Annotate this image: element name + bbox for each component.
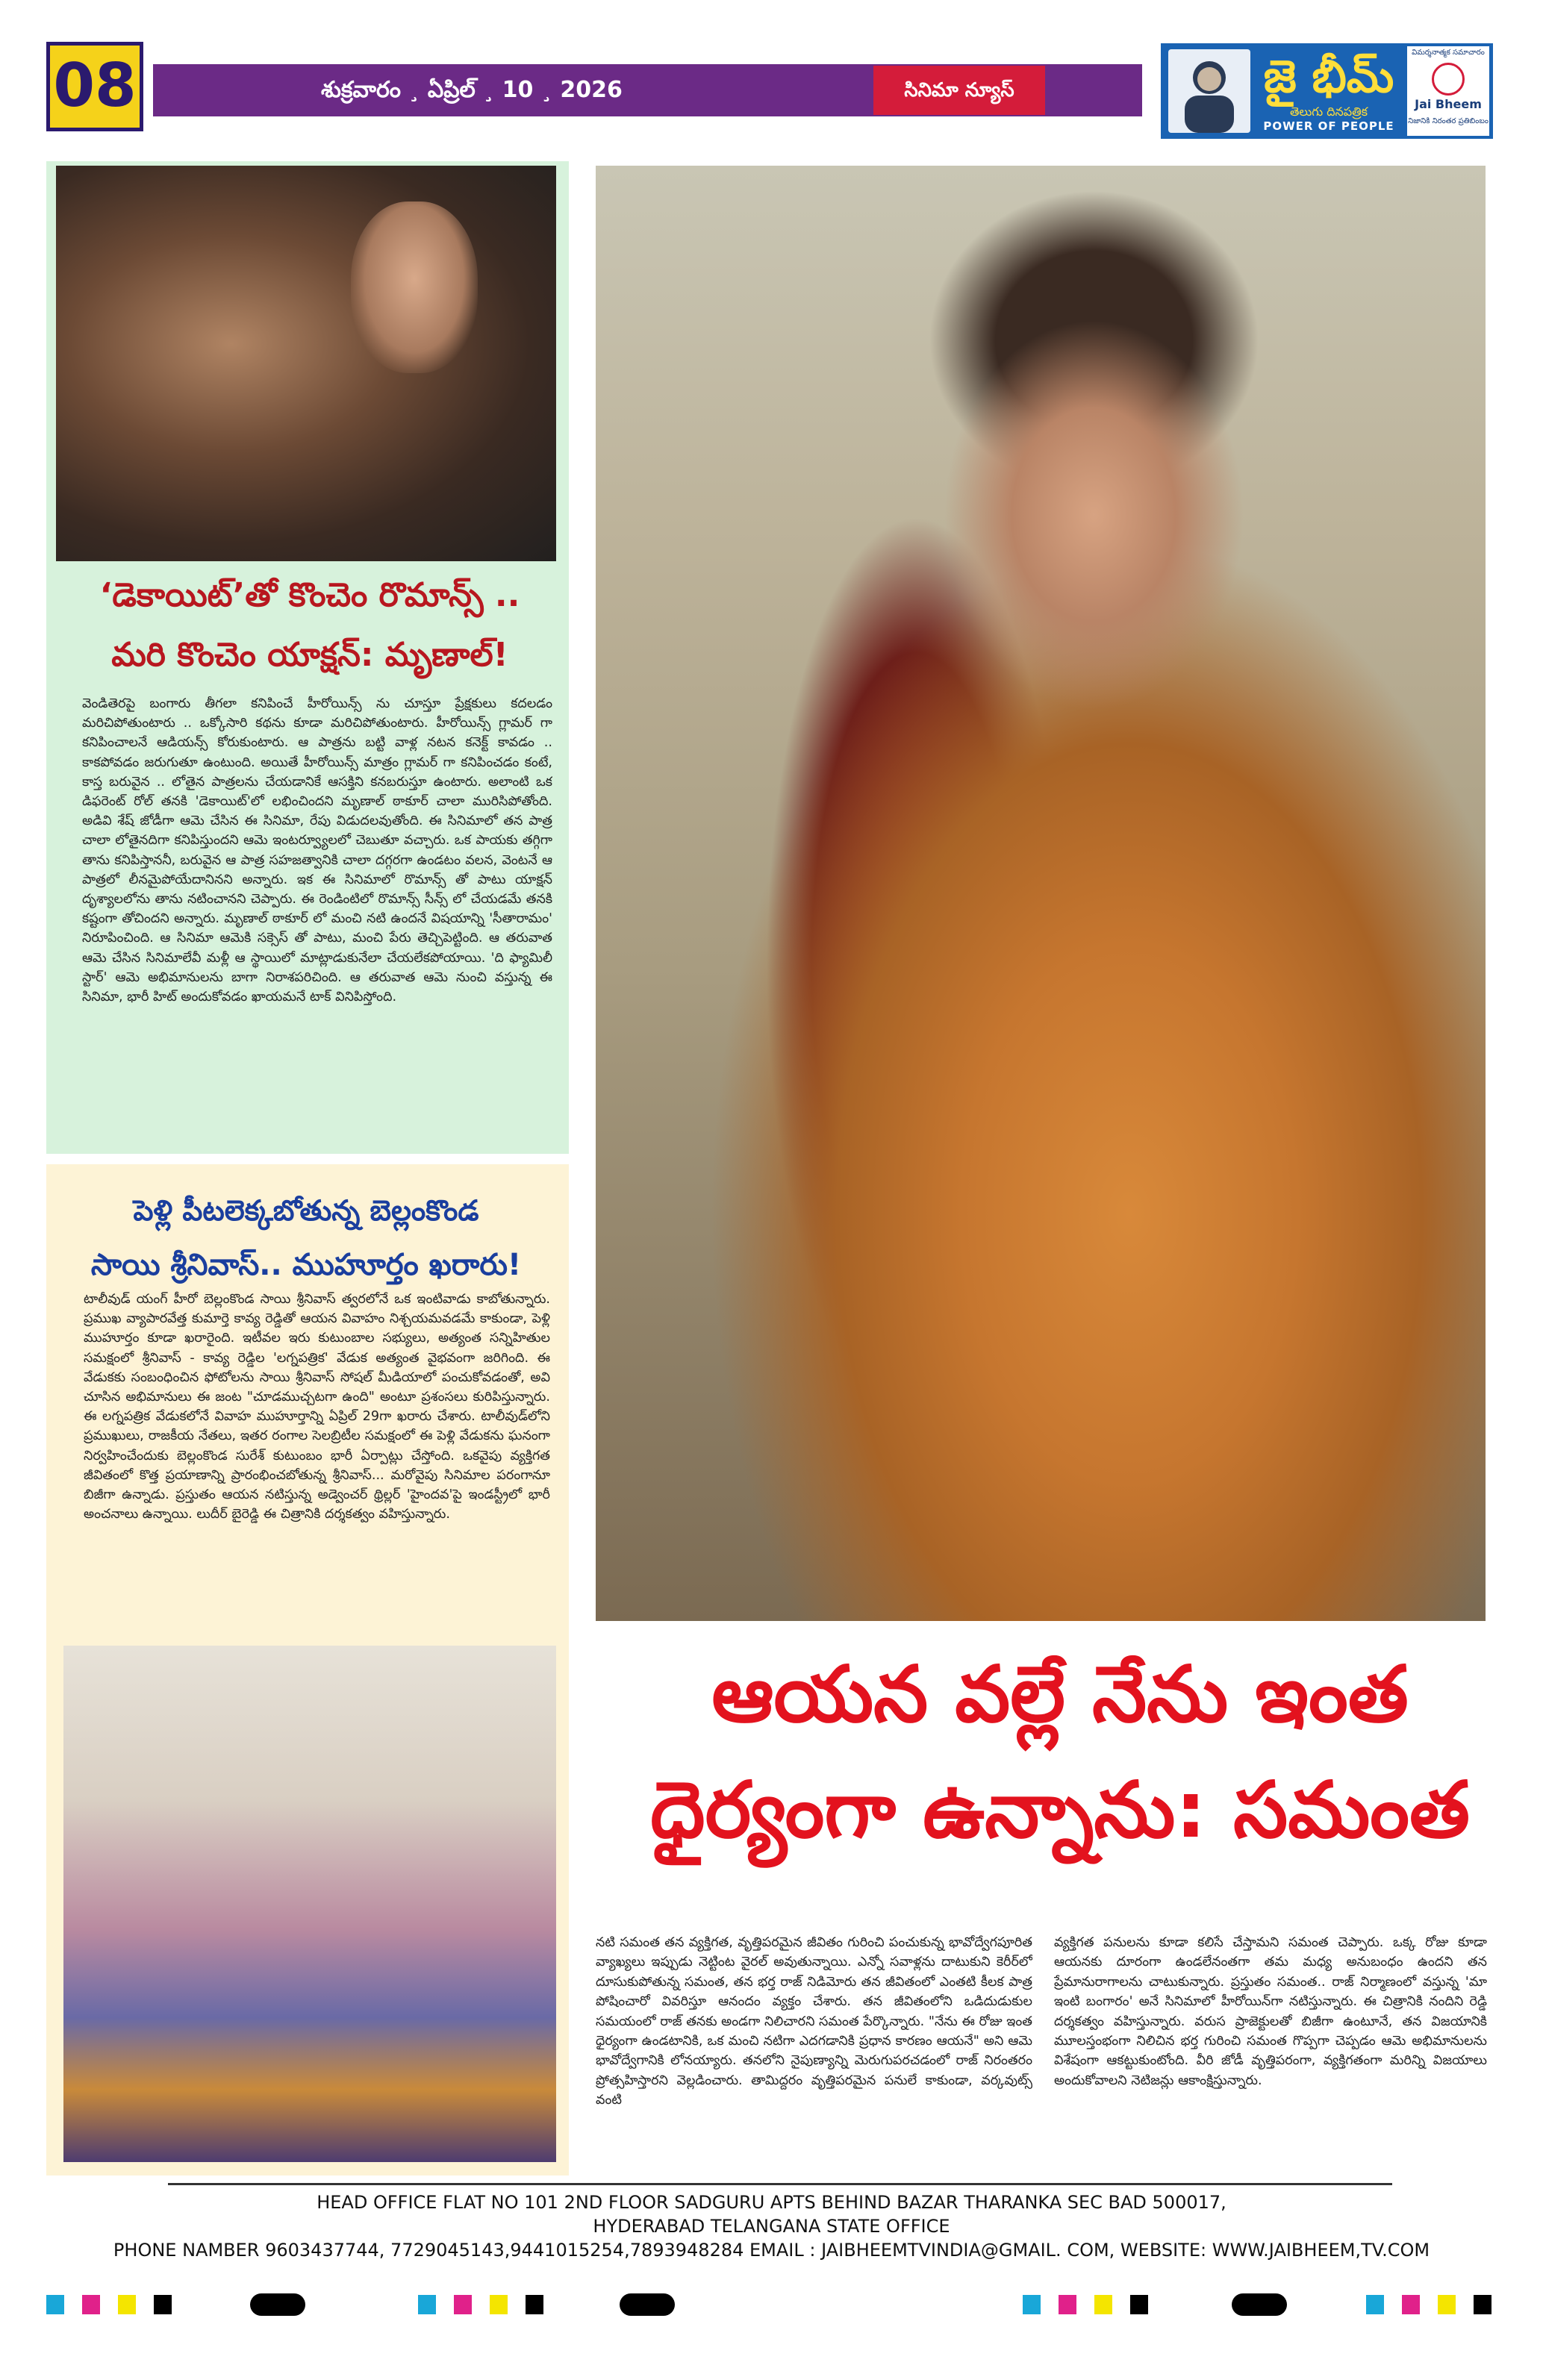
feature-body-column2: వ్యక్తిగత పనులను కూడా కలిసే చేస్తామని సమంత చెప్పారు. ఒక్క రోజు కూడా ఆయనకు దూరంగా ఉండలేనంతగా తమ మధ్య అనుబంధం ఉందని తన ప్రేమానురాగాలను చాటుకున్నారు. ప్రస్తుతం సమంత.. రాజ్ నిర్మాణంలో వస్తున్న 'మా ఇంటి బంగారం' అనే సినిమాలో హీరోయిన్‌గా నటిస్తున్నారు. ఈ చిత్రానికి నందిని రెడ్డి దర్శకత్వం వహిస్తున్నారు. వరుస ప్రాజెక్టులతో బిజీగా ఉంటూనే, తన విజయానికి మూలస్తంభంగా నిలిచిన భర్త గురించి సమంత గొప్పగా చెప్పడం ఆమె అభిమానులను విశేషంగా ఆకట్టుకుంటోంది. వీరి జోడీ వృత్తిపరంగా, వ్యక్తిగతంగా మరిన్ని విజయాలు అందుకోవాలని నెటిజన్లు ఆకాంక్షిస్తున్నారు. <box>1054 1935 1487 2088</box>
cyan-swatch <box>418 2295 436 2314</box>
gap-swatch <box>64 2295 82 2314</box>
logo-side-bottom-text: నిజానికి నిరంతర ప్రతిబింబం <box>1408 117 1489 125</box>
article-bellamkonda-photo <box>63 1646 556 2162</box>
yellow-swatch <box>1438 2295 1456 2314</box>
gap-swatch <box>508 2295 526 2314</box>
yellow-swatch <box>490 2295 508 2314</box>
black-swatch <box>1474 2295 1491 2314</box>
issue-date: శుక్రవారం ¸ ఏప్రిల్ ¸ 10 ¸ 2026 <box>321 77 623 103</box>
registration-dot <box>620 2293 675 2316</box>
gap-swatch <box>1041 2295 1059 2314</box>
gap-swatch <box>1384 2295 1402 2314</box>
page-number: 08 <box>46 42 143 131</box>
portrait-logo-image <box>1168 49 1250 133</box>
magenta-swatch <box>82 2295 100 2314</box>
footer-address-line1: HEAD OFFICE FLAT NO 101 2ND FLOOR SADGURU APTS BEHIND BAZAR THARANKA SEC BAD 500017, <box>317 2192 1226 2213</box>
portrait-icon <box>1168 49 1250 133</box>
cyan-swatch <box>1366 2295 1384 2314</box>
black-swatch <box>526 2295 543 2314</box>
feature-samantha-photo <box>596 166 1486 1621</box>
black-swatch <box>1130 2295 1148 2314</box>
article-mrunal-photo <box>56 166 556 561</box>
yellow-swatch <box>1094 2295 1112 2314</box>
logo-side-name: Jai Bheem <box>1415 97 1482 111</box>
footer-contact-line: PHONE NAMBER 9603437744, 7729045143,9441015254,7893948284 EMAIL : JAIBHEEMTVINDIA@GMAIL. COM, WEBSITE: WWW.JAIBHEEM,TV.COM <box>113 2240 1430 2261</box>
gap-swatch <box>1076 2295 1094 2314</box>
article-mrunal-body: వెండితెరపై బంగారు తీగలా కనిపించే హీరోయిన్స్ ను చూస్తూ ప్రేక్షకులు కదలడం మరిచిపోతుంటారు .. ఒక్కోసారి కథను కూడా మరిచిపోతుంటారు. హీరోయిన్స్ గ్లామర్ గా కనిపించాలనే ఆడియన్స్ కోరుకుంటారు. ఆ పాత్రను బట్టి వాళ్ల నటన కనెక్ట్ కావడం .. కాకపోవడం జరుగుతూ ఉంటుంది. అయితే హీరోయిన్స్ మాత్రం గ్లామర్ గా కనిపించడం కంటే, కాస్త బరువైన .. లోతైన పాత్రలను చేయడానికే ఆసక్తిని కనబరుస్తూ ఉంటారు. అలాంటి ఒక డిఫరెంట్ రోల్ తనకి 'డెకాయిట్'లో లభించిందని మృణాల్ ఠాకూర్ చాలా మురిసిపోతోంది. అడివి శేష్ జోడీగా ఆమె చేసిన ఈ సినిమా, రేపు విడుదలవుతోంది. ఈ సినిమాలో తన పాత్ర చాలా లోతైనదిగా కనిపిస్తుందని ఆమె ఇంటర్వ్యూలలో చెబుతూ వచ్చారు. ఒక పాయకు తగ్గిగా తాను కనిపిస్తాననీ, బరువైన ఆ పాత్ర సహజత్వానికి చాలా దగ్గరగా ఉండటం వలన, వెంటనే ఆ పాత్రలో లీనమైపోయేదానినని అన్నారు. ఇక ఈ సినిమాలో రొమాన్స్ తో పాటు యాక్షన్ దృశ్యాలలోను తాను నటించానని చెప్పారు. ఈ రెండింటిలో రొమాన్స్ సీన్స్ లో చేయడమే తనకి కష్టంగా తోచిందని అన్నారు. మృణాల్ ఠాకూర్ లో మంచి నటి ఉందనే విషయాన్ని 'సీతారామం' నిరూపించింది. ఆ సినిమా ఆమెకి సక్సెస్ తో పాటు, మంచి పేరు తెచ్చిపెట్టింది. ఆ తరువాత ఆమె చేసిన సినిమాలేవీ మళ్లీ ఆ స్థాయిలో మాట్లాడుకునేలా చేయలేకపోయాయి. 'ది ఫ్యామిలీ స్టార్' ఆమె అభిమానులను బాగా నిరాశపరిచింది. ఆ తరువాత ఆమె నుంచి వస్తున్న ఈ సినిమా, భారీ హిట్ అందుకోవడం ఖాయమనే టాక్ వినిపిస్తోంది. <box>82 696 552 1005</box>
registration-marks-left <box>46 2295 172 2314</box>
footer-divider <box>168 2183 1392 2185</box>
article-bellamkonda-title-line1: పెళ్లి పీటలెక్కబోతున్న బెల్లంకొండ <box>133 1194 479 1227</box>
registration-marks-center-right <box>1023 2295 1148 2314</box>
logo-title: జై భీమ్ <box>1263 51 1394 103</box>
gap-swatch <box>100 2295 118 2314</box>
article-mrunal-photo-detail <box>351 202 478 373</box>
logo-subtitle: తెలుగు దినపత్రిక <box>1289 104 1368 119</box>
gap-swatch <box>436 2295 454 2314</box>
gap-swatch <box>1420 2295 1438 2314</box>
feature-headline-line1: ఆయన వల్లే నేను ఇంత <box>711 1649 1409 1740</box>
registration-dot <box>1232 2293 1287 2316</box>
magenta-swatch <box>1402 2295 1420 2314</box>
article-bellamkonda-title-line2: సాయి శ్రీనివాస్.. ముహూర్తం ఖరారు! <box>90 1248 522 1282</box>
registration-dot <box>250 2293 305 2316</box>
gap-swatch <box>1456 2295 1474 2314</box>
logo-side-top-text: విమర్శనాత్మక సమాచారం <box>1412 49 1485 57</box>
registration-marks-right <box>1366 2295 1491 2314</box>
cyan-swatch <box>46 2295 64 2314</box>
feature-headline-line2: ధైర్యంగా ఉన్నాను: సమంత <box>650 1764 1470 1855</box>
logo-tagline: POWER OF PEOPLE <box>1263 119 1394 133</box>
article-mrunal-title-line1: ‘డెకాయిట్’తో కొంచెం రొమాన్స్ .. <box>99 576 520 614</box>
feature-body-column1: నటి సమంత తన వ్యక్తిగత, వృత్తిపరమైన జీవితం గురించి పంచుకున్న భావోద్వేగపూరిత వ్యాఖ్యలు ఇప్పుడు నెట్టింట వైరల్ అవుతున్నాయి. ఎన్నో సవాళ్లను దాటుకుని కెరీర్‌లో దూసుకుపోతున్న సమంత, తన భర్త రాజ్ నిడిమోరు తన జీవితంలో ఎంతటి కీలక పాత్ర పోషించారో వివరిస్తూ ఆనందం వ్యక్తం చేశారు. తన జీవితంలోని ఒడిదుడుకుల సమయంలో రాజ్ తనకు అండగా నిలిచారని సమంత పేర్కొన్నారు. "నేను ఈ రోజు ఇంత ధైర్యంగా ఉండటానికి, ఒక మంచి నటిగా ఎదగడానికి ప్రధాన కారణం ఆయనే" అని ఆమె భావోద్వేగానికి లోనయ్యారు. తనలోని నైపుణ్యాన్ని మెరుగుపరచడంలో రాజ్ నిరంతరం ప్రోత్సహిస్తారని వెల్లడించారు. తామిద్దరం వృత్తిపరమైన పనులే కాకుండా, వర్కవుట్స్ వంటి <box>596 1935 1032 2108</box>
gap-swatch <box>1112 2295 1130 2314</box>
magenta-swatch <box>454 2295 472 2314</box>
magenta-swatch <box>1059 2295 1076 2314</box>
gap-swatch <box>472 2295 490 2314</box>
cyan-swatch <box>1023 2295 1041 2314</box>
article-mrunal-title-line2: మరి కొంచెం యాక్షన్: మృణాల్! <box>111 636 508 674</box>
registration-marks-center-left <box>418 2295 543 2314</box>
article-bellamkonda-body: టాలీవుడ్ యంగ్ హీరో బెల్లంకొండ సాయి శ్రీనివాస్ త్వరలోనే ఒక ఇంటివాడు కాబోతున్నారు. ప్రముఖ వ్యాపారవేత్త కుమార్తె కావ్య రెడ్డితో ఆయన వివాహం నిశ్చయమవడమే కాకుండా, పెళ్లి ముహూర్తం కూడా ఖరారైంది. ఇటీవల ఇరు కుటుంబాల సభ్యులు, అత్యంత సన్నిహితుల సమక్షంలో శ్రీనివాస్ - కావ్య రెడ్డిల 'లగ్నపత్రిక' వేడుక అత్యంత వైభవంగా జరిగింది. ఈ వేడుకకు సంబంధించిన ఫోటోలను సాయి శ్రీనివాస్ సోషల్ మీడియాలో పంచుకోవడంతో, అవి చూసిన అభిమానులు ఈ జంట "చూడముచ్చటగా ఉంది" అంటూ ప్రశంసలు కురిపిస్తున్నారు. ఈ లగ్నపత్రిక వేడుకలోనే వివాహ ముహూర్తాన్ని ఏప్రిల్ 29గా ఖరారు చేశారు. టాలీవుడ్‌లోని ప్రముఖులు, రాజకీయ నేతలు, ఇతర రంగాల సెలబ్రిటీల సమక్షంలో ఈ పెళ్లి వేడుకను ఘనంగా నిర్వహించేందుకు బెల్లంకొండ సురేశ్ కుటుంబం భారీ ఏర్పాట్లు చేస్తోంది. ఒకవైపు వ్యక్తిగత జీవితంలో కొత్త ప్రయాణాన్ని ప్రారంభించబోతున్న శ్రీనివాస్... మరోవైపు సినిమాల పరంగానూ బిజీగా ఉన్నాడు. ప్రస్తుతం ఆయన నటిస్తున్న అడ్వెంచర్ థ్రిల్లర్ 'హైందవ'పై ఇండస్ట్రీలో భారీ అంచనాలు ఉన్నాయి. లుదీర్ బైరెడ్డి ఈ చిత్రానికి దర్శకత్వం వహిస్తున్నారు. <box>84 1292 550 1522</box>
emblem-icon <box>1432 63 1465 96</box>
gap-swatch <box>136 2295 154 2314</box>
section-label: సినిమా న్యూస్ <box>873 66 1045 115</box>
yellow-swatch <box>118 2295 136 2314</box>
black-swatch <box>154 2295 172 2314</box>
footer-address-line2: HYDERABAD TELANGANA STATE OFFICE <box>593 2216 950 2237</box>
